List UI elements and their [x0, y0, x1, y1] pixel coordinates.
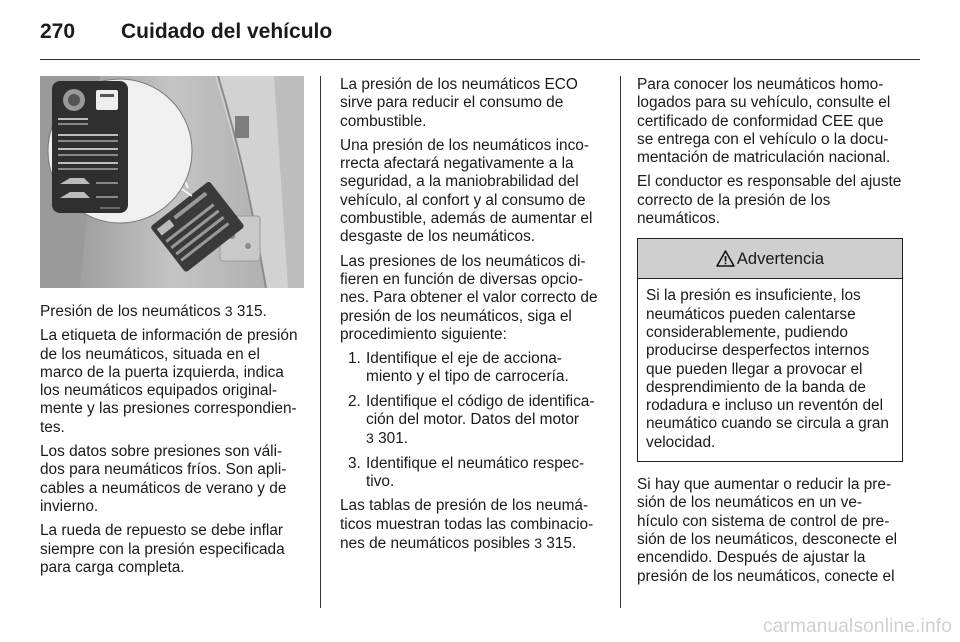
caption-text: Presión de los neumáticos [40, 303, 221, 320]
watermark: carmanualsonline.info [762, 616, 952, 637]
paragraph: La rueda de repuesto se debe inflar siempre con la presión especificada para carga completa. [40, 522, 285, 576]
procedure-list [340, 350, 606, 491]
list-item [340, 455, 606, 492]
step-number: 1. [348, 350, 361, 368]
column-right [637, 76, 903, 592]
paragraph: Una presión de los neumáticos inco-rrecta afectará negativamente a la seguridad, a la maniobrabilidad del vehículo, al confort y al consumo de combustible, además de aumentar el desgaste de los neumáticos. [340, 136, 593, 246]
step-number: 2. [348, 392, 361, 410]
list-item [340, 393, 606, 449]
page-reference[interactable]: 301. [378, 430, 409, 448]
page-number: 270 [40, 20, 76, 43]
closing-text: Las tablas de presión de los neumá-ticos muestran todas las combinacio-nes de neumáticos posibles [340, 497, 594, 552]
header-divider [40, 59, 920, 60]
warning-body: Si la presión es insuficiente, los neumáticos pueden calentarse considerablemente, pudiendo producirse desperfectos internos que pueden llegar a provocar el desprendimiento de la banda de rodadura e incluso un reventón del neumático cuando se circula a gran velocidad. [646, 287, 889, 451]
paragraph: Para conocer los neumáticos homo-logados para su vehículo, consulte el certificado de conformidad CEE que se entrega con el vehículo o la docu-mentación de matriculación nacional. [637, 76, 891, 167]
column-divider [320, 76, 321, 608]
caption-paragraph [40, 302, 306, 321]
arrow-right-icon: 3 [534, 534, 543, 551]
column-middle [340, 76, 606, 559]
column-divider [620, 76, 621, 608]
warning-triangle-icon [716, 250, 737, 267]
paragraph: Las presiones de los neumáticos di-fieren en función de diversas opcio-nes. Para obtener el valor correcto de presión de los neumáticos, siga el procedimiento siguiente: [340, 252, 598, 343]
page-reference[interactable]: 315. [236, 303, 267, 320]
list-item [340, 350, 606, 387]
page-title: Cuidado del vehículo [121, 20, 333, 43]
paragraph: Si hay que aumentar o reducir la pre-sión de los neumáticos en un ve-hículo con sistema de control de pre-sión de los neumáticos, desconecte el encendido. Después de ajustar la presión de los neumáticos, conecte el [637, 476, 898, 585]
step-text: Identifique el código de identifica-ción del motor. Datos del motor [366, 392, 595, 429]
page-reference[interactable]: 315. [546, 534, 577, 552]
paragraph: Los datos sobre presiones son váli-dos para neumáticos fríos. Son apli-cables a neumáticos de verano y de invierno. [40, 443, 287, 515]
paragraph: La etiqueta de información de presión de los neumáticos, situada en el marco de la puerta izquierda, indica los neumáticos equipados original-mente y las presiones correspondien-tes. [40, 327, 298, 436]
door-frame-illustration [40, 76, 304, 288]
warning-header [638, 239, 902, 279]
arrow-right-icon: 3 [366, 430, 374, 447]
column-left [40, 76, 306, 583]
step-number: 3. [348, 454, 361, 472]
step-text: Identifique el neumático respec-tivo. [366, 454, 585, 490]
warning-title: Advertencia [736, 249, 825, 268]
paragraph: La presión de los neumáticos ECO sirve para reducir el consumo de combustible. [340, 76, 578, 130]
warning-box [637, 238, 903, 462]
paragraph [340, 497, 606, 553]
paragraph: El conductor es responsable del ajuste correcto de la presión de los neumáticos. [637, 173, 902, 228]
page-header [40, 20, 920, 60]
tire-pressure-label-photo [40, 76, 304, 288]
step-text: Identifique el eje de acciona-miento y el tipo de carrocería. [366, 350, 569, 386]
arrow-right-icon: 3 [224, 303, 233, 319]
